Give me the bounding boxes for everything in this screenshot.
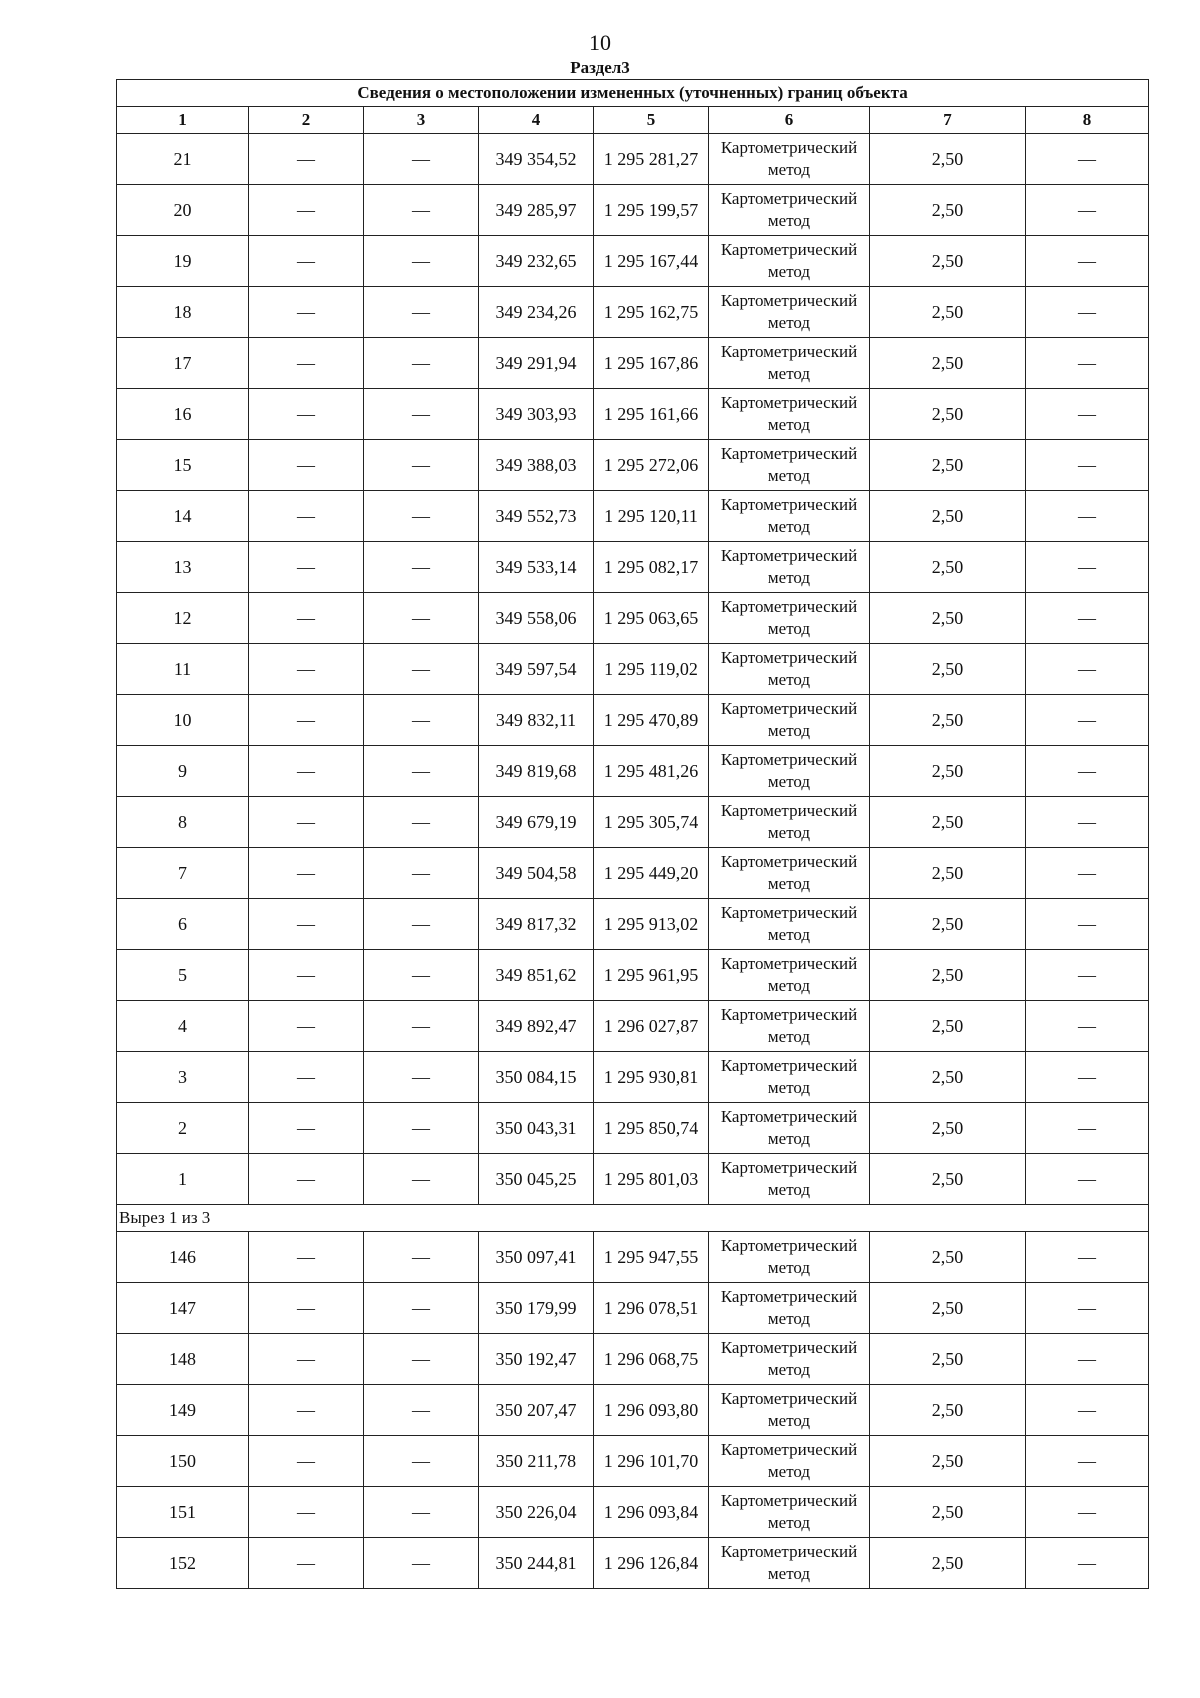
description-cell: —: [1026, 1538, 1149, 1589]
point-number-cell: 7: [117, 848, 249, 899]
x-old-cell: —: [249, 797, 364, 848]
x-old-cell: —: [249, 746, 364, 797]
table-row: [117, 1232, 1149, 1283]
accuracy-cell: 2,50: [870, 899, 1026, 950]
y-new-cell: 1 296 101,70: [594, 1436, 709, 1487]
y-new-cell: 1 295 082,17: [594, 542, 709, 593]
accuracy-cell: 2,50: [870, 1283, 1026, 1334]
y-new-cell: 1 295 167,44: [594, 236, 709, 287]
y-new-cell: 1 296 068,75: [594, 1334, 709, 1385]
y-new-cell: 1 295 305,74: [594, 797, 709, 848]
x-new-cell: 349 851,62: [479, 950, 594, 1001]
description-cell: —: [1026, 1487, 1149, 1538]
y-new-cell: 1 295 162,75: [594, 287, 709, 338]
accuracy-cell: 2,50: [870, 1436, 1026, 1487]
accuracy-cell: 2,50: [870, 950, 1026, 1001]
x-old-cell: —: [249, 491, 364, 542]
description-cell: —: [1026, 542, 1149, 593]
x-new-cell: 350 097,41: [479, 1232, 594, 1283]
point-number-cell: 2: [117, 1103, 249, 1154]
y-new-cell: 1 295 801,03: [594, 1154, 709, 1205]
x-new-cell: 350 084,15: [479, 1052, 594, 1103]
x-old-cell: —: [249, 1385, 364, 1436]
method-cell: Картометрический метод: [709, 542, 870, 593]
accuracy-cell: 2,50: [870, 185, 1026, 236]
y-new-cell: 1 295 947,55: [594, 1232, 709, 1283]
x-new-cell: 349 234,26: [479, 287, 594, 338]
column-header: 8: [1026, 107, 1149, 134]
table-row: [117, 695, 1149, 746]
y-old-cell: —: [364, 644, 479, 695]
description-cell: —: [1026, 1283, 1149, 1334]
x-new-cell: 350 045,25: [479, 1154, 594, 1205]
point-number-cell: 14: [117, 491, 249, 542]
y-new-cell: 1 295 119,02: [594, 644, 709, 695]
y-new-cell: 1 295 063,65: [594, 593, 709, 644]
point-number-cell: 151: [117, 1487, 249, 1538]
x-new-cell: 349 679,19: [479, 797, 594, 848]
x-old-cell: —: [249, 134, 364, 185]
accuracy-cell: 2,50: [870, 1154, 1026, 1205]
point-number-cell: 18: [117, 287, 249, 338]
x-new-cell: 350 226,04: [479, 1487, 594, 1538]
y-new-cell: 1 295 120,11: [594, 491, 709, 542]
method-cell: Картометрический метод: [709, 236, 870, 287]
table-row: [117, 797, 1149, 848]
y-new-cell: 1 295 449,20: [594, 848, 709, 899]
table-row: [117, 1487, 1149, 1538]
y-old-cell: —: [364, 1385, 479, 1436]
point-number-cell: 6: [117, 899, 249, 950]
point-number-cell: 146: [117, 1232, 249, 1283]
y-old-cell: —: [364, 848, 479, 899]
method-cell: Картометрический метод: [709, 491, 870, 542]
description-cell: —: [1026, 1334, 1149, 1385]
table-row: [117, 440, 1149, 491]
column-header: 6: [709, 107, 870, 134]
y-new-cell: 1 295 930,81: [594, 1052, 709, 1103]
table-row: [117, 1283, 1149, 1334]
table-row: [117, 1538, 1149, 1589]
x-new-cell: 350 179,99: [479, 1283, 594, 1334]
x-old-cell: —: [249, 1001, 364, 1052]
table-row: [117, 491, 1149, 542]
x-old-cell: —: [249, 695, 364, 746]
description-cell: —: [1026, 797, 1149, 848]
accuracy-cell: 2,50: [870, 491, 1026, 542]
table-row: [117, 1103, 1149, 1154]
accuracy-cell: 2,50: [870, 1487, 1026, 1538]
column-header: 1: [117, 107, 249, 134]
y-old-cell: —: [364, 134, 479, 185]
accuracy-cell: 2,50: [870, 695, 1026, 746]
x-new-cell: 349 817,32: [479, 899, 594, 950]
description-cell: —: [1026, 644, 1149, 695]
x-old-cell: —: [249, 1232, 364, 1283]
y-old-cell: —: [364, 797, 479, 848]
point-number-cell: 5: [117, 950, 249, 1001]
x-new-cell: 349 388,03: [479, 440, 594, 491]
accuracy-cell: 2,50: [870, 338, 1026, 389]
accuracy-cell: 2,50: [870, 746, 1026, 797]
y-new-cell: 1 296 093,80: [594, 1385, 709, 1436]
table-row: [117, 389, 1149, 440]
point-number-cell: 11: [117, 644, 249, 695]
accuracy-cell: 2,50: [870, 593, 1026, 644]
column-header: 5: [594, 107, 709, 134]
accuracy-cell: 2,50: [870, 848, 1026, 899]
accuracy-cell: 2,50: [870, 797, 1026, 848]
point-number-cell: 8: [117, 797, 249, 848]
y-old-cell: —: [364, 542, 479, 593]
x-old-cell: —: [249, 1436, 364, 1487]
x-new-cell: 350 207,47: [479, 1385, 594, 1436]
accuracy-cell: 2,50: [870, 1232, 1026, 1283]
description-cell: —: [1026, 134, 1149, 185]
column-header: 2: [249, 107, 364, 134]
x-old-cell: —: [249, 1103, 364, 1154]
x-old-cell: —: [249, 185, 364, 236]
point-number-cell: 16: [117, 389, 249, 440]
x-new-cell: 349 597,54: [479, 644, 594, 695]
y-new-cell: 1 296 078,51: [594, 1283, 709, 1334]
x-new-cell: 350 043,31: [479, 1103, 594, 1154]
x-old-cell: —: [249, 644, 364, 695]
method-cell: Картометрический метод: [709, 185, 870, 236]
accuracy-cell: 2,50: [870, 134, 1026, 185]
y-old-cell: —: [364, 746, 479, 797]
y-old-cell: —: [364, 1487, 479, 1538]
y-old-cell: —: [364, 1001, 479, 1052]
x-new-cell: 349 892,47: [479, 1001, 594, 1052]
point-number-cell: 148: [117, 1334, 249, 1385]
y-new-cell: 1 296 093,84: [594, 1487, 709, 1538]
table-row: [117, 746, 1149, 797]
point-number-cell: 15: [117, 440, 249, 491]
table-row: [117, 338, 1149, 389]
table-row: [117, 593, 1149, 644]
description-cell: —: [1026, 1103, 1149, 1154]
method-cell: Картометрический метод: [709, 1154, 870, 1205]
point-number-cell: 10: [117, 695, 249, 746]
x-new-cell: 349 504,58: [479, 848, 594, 899]
table-row: [117, 542, 1149, 593]
method-cell: Картометрический метод: [709, 593, 870, 644]
description-cell: —: [1026, 491, 1149, 542]
description-cell: —: [1026, 1385, 1149, 1436]
x-new-cell: 349 303,93: [479, 389, 594, 440]
method-cell: Картометрический метод: [709, 644, 870, 695]
x-old-cell: —: [249, 287, 364, 338]
table-row: [117, 848, 1149, 899]
x-new-cell: 349 533,14: [479, 542, 594, 593]
table-row: [117, 287, 1149, 338]
x-new-cell: 350 211,78: [479, 1436, 594, 1487]
x-old-cell: —: [249, 1154, 364, 1205]
table-row: [117, 1154, 1149, 1205]
x-new-cell: 349 285,97: [479, 185, 594, 236]
accuracy-cell: 2,50: [870, 440, 1026, 491]
x-new-cell: 349 354,52: [479, 134, 594, 185]
y-old-cell: —: [364, 338, 479, 389]
y-old-cell: —: [364, 1283, 479, 1334]
x-new-cell: 349 832,11: [479, 695, 594, 746]
method-cell: Картометрический метод: [709, 1001, 870, 1052]
accuracy-cell: 2,50: [870, 542, 1026, 593]
y-new-cell: 1 295 481,26: [594, 746, 709, 797]
point-number-cell: 9: [117, 746, 249, 797]
cutout-label-row: [117, 1205, 1149, 1232]
point-number-cell: 20: [117, 185, 249, 236]
description-cell: —: [1026, 1154, 1149, 1205]
method-cell: Картометрический метод: [709, 440, 870, 491]
y-old-cell: —: [364, 1334, 479, 1385]
accuracy-cell: 2,50: [870, 1385, 1026, 1436]
point-number-cell: 4: [117, 1001, 249, 1052]
description-cell: —: [1026, 287, 1149, 338]
y-old-cell: —: [364, 491, 479, 542]
accuracy-cell: 2,50: [870, 1538, 1026, 1589]
point-number-cell: 1: [117, 1154, 249, 1205]
x-old-cell: —: [249, 950, 364, 1001]
point-number-cell: 3: [117, 1052, 249, 1103]
x-new-cell: 349 558,06: [479, 593, 594, 644]
table-row: [117, 1001, 1149, 1052]
y-old-cell: —: [364, 1154, 479, 1205]
x-old-cell: —: [249, 338, 364, 389]
point-number-cell: 150: [117, 1436, 249, 1487]
y-old-cell: —: [364, 287, 479, 338]
method-cell: Картометрический метод: [709, 338, 870, 389]
description-cell: —: [1026, 746, 1149, 797]
accuracy-cell: 2,50: [870, 287, 1026, 338]
table-row: [117, 185, 1149, 236]
x-old-cell: —: [249, 236, 364, 287]
y-new-cell: 1 295 161,66: [594, 389, 709, 440]
method-cell: Картометрический метод: [709, 1334, 870, 1385]
x-old-cell: —: [249, 1487, 364, 1538]
table-row: [117, 1385, 1149, 1436]
point-number-cell: 147: [117, 1283, 249, 1334]
method-cell: Картометрический метод: [709, 1283, 870, 1334]
description-cell: —: [1026, 185, 1149, 236]
accuracy-cell: 2,50: [870, 1052, 1026, 1103]
accuracy-cell: 2,50: [870, 644, 1026, 695]
description-cell: —: [1026, 899, 1149, 950]
method-cell: Картометрический метод: [709, 950, 870, 1001]
table-row: [117, 134, 1149, 185]
column-header: 3: [364, 107, 479, 134]
y-new-cell: 1 295 167,86: [594, 338, 709, 389]
table-row: [117, 1052, 1149, 1103]
y-old-cell: —: [364, 899, 479, 950]
point-number-cell: 149: [117, 1385, 249, 1436]
column-header: 7: [870, 107, 1026, 134]
description-cell: —: [1026, 338, 1149, 389]
y-new-cell: 1 295 850,74: [594, 1103, 709, 1154]
point-number-cell: 19: [117, 236, 249, 287]
point-number-cell: 13: [117, 542, 249, 593]
method-cell: Картометрический метод: [709, 389, 870, 440]
cutout-label: Вырез 1 из 3: [117, 1205, 1149, 1232]
x-old-cell: —: [249, 593, 364, 644]
x-new-cell: 349 552,73: [479, 491, 594, 542]
y-new-cell: 1 295 961,95: [594, 950, 709, 1001]
x-old-cell: —: [249, 1283, 364, 1334]
y-old-cell: —: [364, 1538, 479, 1589]
method-cell: Картометрический метод: [709, 1385, 870, 1436]
y-old-cell: —: [364, 1436, 479, 1487]
table-row: [117, 1334, 1149, 1385]
method-cell: Картометрический метод: [709, 1487, 870, 1538]
y-old-cell: —: [364, 950, 479, 1001]
accuracy-cell: 2,50: [870, 1334, 1026, 1385]
description-cell: —: [1026, 1436, 1149, 1487]
column-header: 4: [479, 107, 594, 134]
x-old-cell: —: [249, 440, 364, 491]
x-new-cell: 350 192,47: [479, 1334, 594, 1385]
point-number-cell: 21: [117, 134, 249, 185]
table-row: [117, 644, 1149, 695]
description-cell: —: [1026, 848, 1149, 899]
description-cell: —: [1026, 1232, 1149, 1283]
accuracy-cell: 2,50: [870, 1001, 1026, 1052]
table-row: [117, 950, 1149, 1001]
x-new-cell: 350 244,81: [479, 1538, 594, 1589]
y-new-cell: 1 296 027,87: [594, 1001, 709, 1052]
y-new-cell: 1 296 126,84: [594, 1538, 709, 1589]
y-old-cell: —: [364, 389, 479, 440]
method-cell: Картометрический метод: [709, 746, 870, 797]
method-cell: Картометрический метод: [709, 1052, 870, 1103]
method-cell: Картометрический метод: [709, 1538, 870, 1589]
section-title: Раздел3: [570, 58, 630, 77]
y-old-cell: —: [364, 1232, 479, 1283]
description-cell: —: [1026, 593, 1149, 644]
accuracy-cell: 2,50: [870, 389, 1026, 440]
y-old-cell: —: [364, 236, 479, 287]
point-number-cell: 152: [117, 1538, 249, 1589]
x-old-cell: —: [249, 389, 364, 440]
method-cell: Картометрический метод: [709, 287, 870, 338]
description-cell: —: [1026, 1052, 1149, 1103]
table-row: [117, 899, 1149, 950]
description-cell: —: [1026, 236, 1149, 287]
method-cell: Картометрический метод: [709, 848, 870, 899]
y-new-cell: 1 295 281,27: [594, 134, 709, 185]
table-title: Сведения о местоположении измененных (уточненных) границ объекта: [117, 80, 1149, 107]
x-new-cell: 349 291,94: [479, 338, 594, 389]
description-cell: —: [1026, 695, 1149, 746]
accuracy-cell: 2,50: [870, 236, 1026, 287]
accuracy-cell: 2,50: [870, 1103, 1026, 1154]
method-cell: Картометрический метод: [709, 1232, 870, 1283]
point-number-cell: 17: [117, 338, 249, 389]
x-old-cell: —: [249, 848, 364, 899]
description-cell: —: [1026, 950, 1149, 1001]
x-old-cell: —: [249, 1334, 364, 1385]
table-body: [117, 134, 1149, 1589]
x-old-cell: —: [249, 1052, 364, 1103]
x-new-cell: 349 232,65: [479, 236, 594, 287]
x-new-cell: 349 819,68: [479, 746, 594, 797]
description-cell: —: [1026, 1001, 1149, 1052]
x-old-cell: —: [249, 542, 364, 593]
y-old-cell: —: [364, 185, 479, 236]
point-number-cell: 12: [117, 593, 249, 644]
method-cell: Картометрический метод: [709, 1436, 870, 1487]
x-old-cell: —: [249, 1538, 364, 1589]
page-number: 10: [589, 30, 611, 55]
y-old-cell: —: [364, 1103, 479, 1154]
y-old-cell: —: [364, 695, 479, 746]
method-cell: Картометрический метод: [709, 134, 870, 185]
method-cell: Картометрический метод: [709, 695, 870, 746]
description-cell: —: [1026, 440, 1149, 491]
y-old-cell: —: [364, 1052, 479, 1103]
header-row: [117, 107, 1149, 134]
y-old-cell: —: [364, 593, 479, 644]
method-cell: Картометрический метод: [709, 797, 870, 848]
y-new-cell: 1 295 272,06: [594, 440, 709, 491]
method-cell: Картометрический метод: [709, 1103, 870, 1154]
x-old-cell: —: [249, 899, 364, 950]
y-new-cell: 1 295 913,02: [594, 899, 709, 950]
table-row: [117, 236, 1149, 287]
description-cell: —: [1026, 389, 1149, 440]
boundary-table: [116, 79, 1149, 1589]
y-old-cell: —: [364, 440, 479, 491]
y-new-cell: 1 295 199,57: [594, 185, 709, 236]
method-cell: Картометрический метод: [709, 899, 870, 950]
y-new-cell: 1 295 470,89: [594, 695, 709, 746]
table-row: [117, 1436, 1149, 1487]
